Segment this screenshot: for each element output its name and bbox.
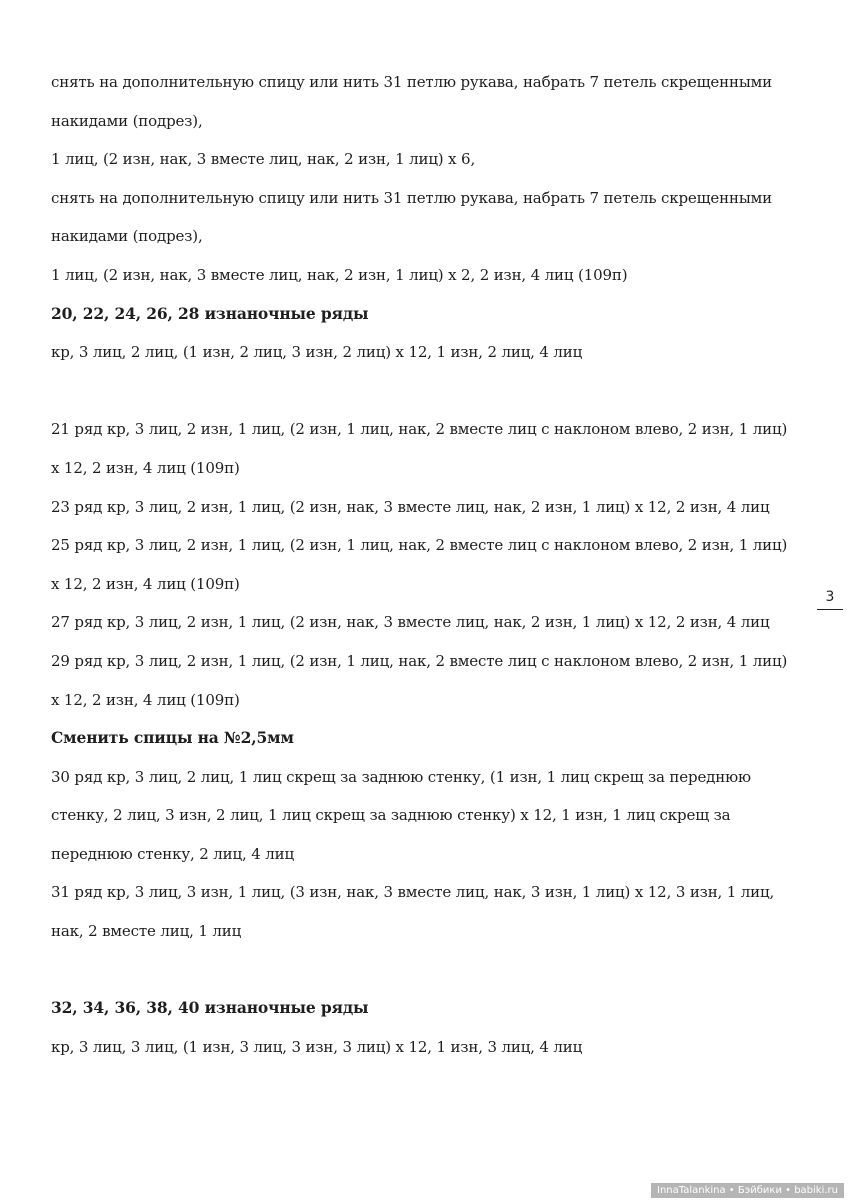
- section-heading: 32, 34, 36, 38, 40 изнаночные ряды: [51, 998, 369, 1018]
- section-heading: Сменить спицы на №2,5мм: [51, 728, 294, 748]
- text-line: нак, 2 вместе лиц, 1 лиц: [51, 922, 242, 941]
- text-line: кр, 3 лиц, 2 лиц, (1 изн, 2 лиц, 3 изн, 2 лиц) х 12, 1 изн, 2 лиц, 4 лиц: [51, 343, 583, 362]
- text-line: 31 ряд кр, 3 лиц, 3 изн, 1 лиц, (3 изн, нак, 3 вместе лиц, нак, 3 изн, 1 лиц) х 12, 3 изн, 1 лиц,: [51, 883, 775, 902]
- text-line: 25 ряд кр, 3 лиц, 2 изн, 1 лиц, (2 изн, 1 лиц, нак, 2 вместе лиц с наклоном влево, 2 изн, 1 лиц): [51, 536, 788, 555]
- text-line: 1 лиц, (2 изн, нак, 3 вместе лиц, нак, 2 изн, 1 лиц) х 2, 2 изн, 4 лиц (109п): [51, 265, 628, 284]
- text-line: 29 ряд кр, 3 лиц, 2 изн, 1 лиц, (2 изн, 1 лиц, нак, 2 вместе лиц с наклоном влево, 2 изн, 1 лиц): [51, 651, 788, 670]
- text-line: 23 ряд кр, 3 лиц, 2 изн, 1 лиц, (2 изн, нак, 3 вместе лиц, нак, 2 изн, 1 лиц) х 12, 2 изн, 4 лиц: [51, 497, 770, 516]
- text-line: 30 ряд кр, 3 лиц, 2 лиц, 1 лиц скрещ за заднюю стенку, (1 изн, 1 лиц скрещ за переднюю: [51, 767, 751, 786]
- text-line: х 12, 2 изн, 4 лиц (109п): [51, 690, 240, 709]
- text-line: 27 ряд кр, 3 лиц, 2 изн, 1 лиц, (2 изн, нак, 3 вместе лиц, нак, 2 изн, 1 лиц) х 12, 2 изн, 4 лиц: [51, 613, 770, 632]
- text-line: кр, 3 лиц, 3 лиц, (1 изн, 3 лиц, 3 изн, 3 лиц) х 12, 1 изн, 3 лиц, 4 лиц: [51, 1037, 583, 1056]
- text-line: 1 лиц, (2 изн, нак, 3 вместе лиц, нак, 2 изн, 1 лиц) х 6,: [51, 150, 476, 169]
- section-heading: 20, 22, 24, 26, 28 изнаночные ряды: [51, 303, 369, 323]
- text-line: переднюю стенку, 2 лиц, 4 лиц: [51, 844, 294, 863]
- text-line: стенку, 2 лиц, 3 изн, 2 лиц, 1 лиц скрещ за заднюю стенку) х 12, 1 изн, 1 лиц скрещ за: [51, 806, 731, 825]
- text-line: снять на дополнительную спицу или нить 31 петлю рукава, набрать 7 петель скрещенными: [51, 188, 773, 207]
- text-line: х 12, 2 изн, 4 лиц (109п): [51, 574, 240, 593]
- text-line: накидами (подрез),: [51, 227, 203, 246]
- text-line: снять на дополнительную спицу или нить 31 петлю рукава, набрать 7 петель скрещенными: [51, 73, 773, 91]
- text-line: х 12, 2 изн, 4 лиц (109п): [51, 458, 240, 477]
- watermark: InnaTalankina • Бэйбики • babiki.ru: [651, 1183, 844, 1198]
- blank-line: [51, 951, 811, 990]
- text-line: накидами (подрез),: [51, 111, 203, 130]
- blank-line: [51, 372, 811, 411]
- page-number: 3: [817, 588, 843, 610]
- text-line: 21 ряд кр, 3 лиц, 2 изн, 1 лиц, (2 изн, 1 лиц, нак, 2 вместе лиц с наклоном влево, 2 изн, 1 лиц): [51, 420, 788, 439]
- document-body: [51, 63, 811, 1066]
